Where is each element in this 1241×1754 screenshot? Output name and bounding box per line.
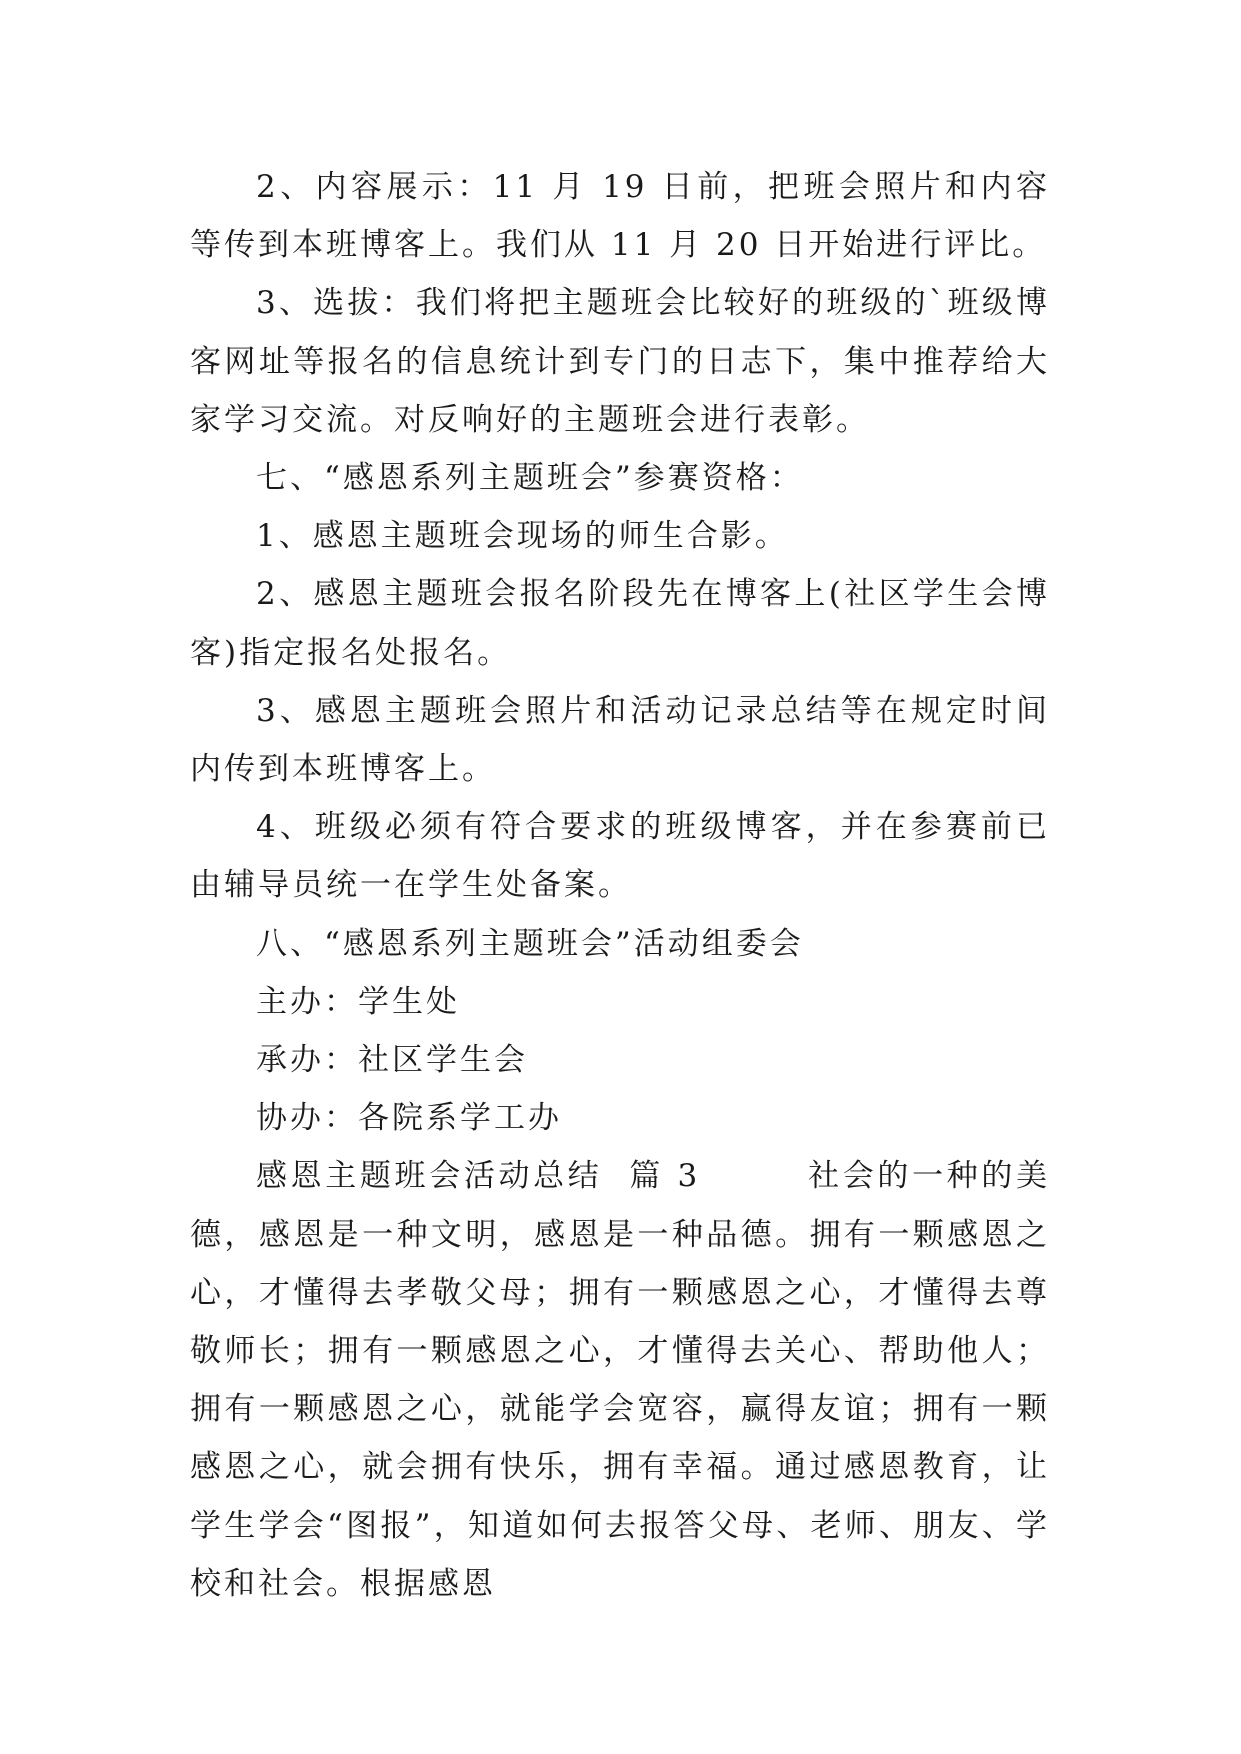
- document-page: [190, 158, 1050, 1613]
- paragraph-selection: 3、选拔：我们将把主题班会比较好的班级的`班级博客网址等报名的信息统计到专门的日志下，集中推荐给大家学习交流。对反响好的主题班会进行表彰。: [190, 285, 1050, 438]
- paragraph-content-display: 2、内容展示：11 月 19 日前，把班会照片和内容等传到本班博客上。我们从 11 月 20 日开始进行评比。: [190, 169, 1050, 264]
- paragraph-qualification-4: 4、班级必须有符合要求的班级博客，并在参赛前已由辅导员统一在学生处备案。: [190, 809, 1050, 904]
- paragraph-co-organizer: 协办：各院系学工办: [256, 1100, 562, 1137]
- paragraph-qualification-1: 1、感恩主题班会现场的师生合影。: [256, 518, 789, 555]
- heading-section-8: 八、“感恩系列主题班会”活动组委会: [256, 925, 804, 962]
- paragraph-host: 主办：学生处: [256, 983, 460, 1020]
- paragraph-qualification-3: 3、感恩主题班会照片和活动记录总结等在规定时间内传到本班博客上。: [190, 692, 1050, 788]
- paragraph-organizer: 承办：社区学生会: [256, 1042, 528, 1079]
- paragraph-qualification-2: 2、感恩主题班会报名阶段先在博客上(社区学生会博客)指定报名处报名。: [190, 576, 1050, 671]
- paragraph-summary-part3: 感恩主题班会活动总结 篇 3 社会的一种的美德，感恩是一种文明，感恩是一种品德。拥有一颗感恩之心，才懂得去孝敬父母；拥有一颗感恩之心，才懂得去尊敬师长；拥有一颗感恩之心，才懂得去关心、帮助他人；拥有一颗感恩之心，就能学会宽容，赢得友谊；拥有一颗感恩之心，就会拥有快乐，拥有幸福。通过感恩教育，让学生学会“图报”，知道如何去报答父母、老师、朋友、学校和社会。根据感恩: [190, 1158, 1050, 1602]
- heading-section-7: 七、“感恩系列主题班会”参赛资格：: [256, 460, 804, 497]
